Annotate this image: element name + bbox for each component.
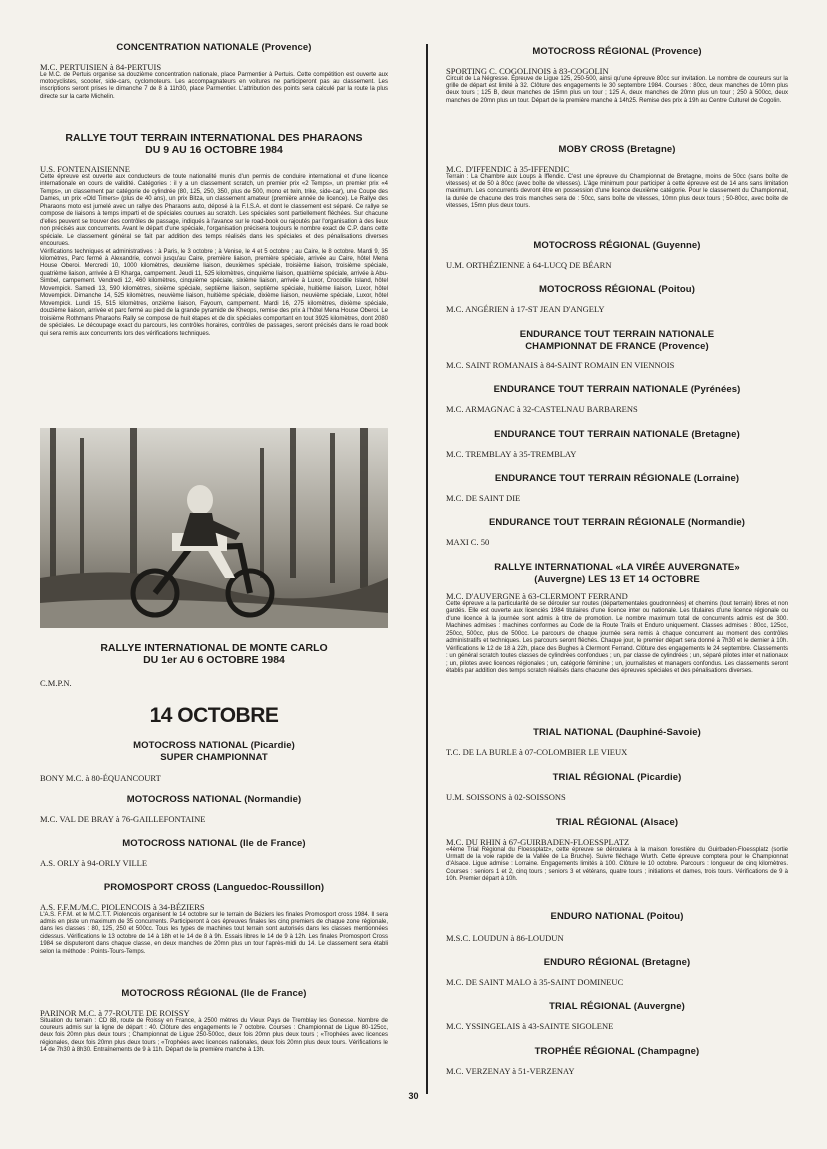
- event-enduro-poitou: [446, 911, 788, 943]
- event-dates: DU 9 AU 16 OCTOBRE 1984: [145, 144, 283, 156]
- column-divider: [426, 44, 428, 1094]
- event-organizer: M.C. VAL DE BRAY à 76-GAILLEFONTAINE: [40, 813, 206, 824]
- event-title: TRIAL RÉGIONAL (Auvergne): [549, 1001, 685, 1012]
- event-organizer: M.C. D'IFFENDIC à 35-IFFENDIC: [446, 163, 570, 174]
- event-organizer: C.M.P.N.: [40, 678, 72, 688]
- event-organizer: A.S. F.F.M./M.C. PIOLENCOIS à 34-BÉZIERS: [40, 901, 205, 912]
- event-title: ENDURO RÉGIONAL (Bretagne): [543, 957, 691, 968]
- event-organizer: MAXI C. 50: [446, 536, 490, 547]
- event-title: MOTOCROSS NATIONAL (Normandie): [126, 794, 302, 805]
- event-organizer: BONY M.C. à 80-ÉQUANCOURT: [40, 773, 161, 783]
- event-trial-dauphine: [446, 727, 788, 757]
- event-organizer: U.M. ORTHÉZIENNE à 64-LUCQ DE BÉARN: [446, 259, 612, 270]
- event-title: MOTOCROSS RÉGIONAL (Guyenne): [533, 240, 701, 251]
- event-description: Le M.C. de Pertuis organise sa douzième concentration nationale, place Parmentier à Pertuis. Cette compétition est ouverte aux motocyclistes, scooter, side-cars, cyclomoteurs. Les accompagnateurs en voitures ne participeront pas au classement. Les inscriptions seront prises le dimanche 7 de 8 à 11h30, place Parmentier. L'attribution des points sera calculé par la route la plus directe sur la carte Michelin.: [40, 71, 388, 100]
- event-description: Terrain : La Chambre aux Loups à Iffendic. C'est une épreuve du Championnat de Bretagne, moins de 50cc (sans boîte de vitesses) et de 50 à 80cc (avec boîte de vitesses). L'âge minimum pour participer à cette épreuve est de 14 ans sans limitation maximum. Les concurrents devront être en possession d'une licence deuxième catégorie. Pour le classement du Championnat, la durée de chacune des trois manches sera de : 50cc, sans boîte de vitesses, 10mn plus deux tours ; 50-80cc, avec boîte de vitesses, 15mn plus deux tours.: [446, 173, 788, 210]
- event-enduro-bretagne: [446, 957, 788, 987]
- event-promosport-cross: [40, 882, 388, 956]
- event-endurance-normandie: [446, 517, 788, 547]
- event-title: TRIAL RÉGIONAL (Picardie): [552, 772, 682, 783]
- event-organizer: M.C. TREMBLAY à 35-TREMBLAY: [446, 448, 577, 459]
- event-trial-alsace: [446, 817, 788, 884]
- event-concentration-provence: [40, 42, 388, 101]
- event-organizer: M.C. ANGÉRIEN à 17-ST JEAN D'ANGELY: [446, 303, 605, 314]
- event-title: MOBY CROSS (Bretagne): [558, 144, 676, 155]
- event-description: Circuit de La Négresse. Épreuve de Ligue 125, 250-500, ainsi qu'une épreuve 80cc sur invitation. Le nombre de coureurs sur la grille de départ est limité à 32. Clôture des engagements le 30 septembre 1984. Courses : 80cc, deux manches de 10mn plus deux tours ; 125 B, deux manches de 15mn plus un tour ; 125 A, deux manches de 20mn plus un tour ; 250 à 500cc, deux manches de 20mn plus un tour. Départ de la première manche à 14h25. Remise des prix à 19h au Centre Culturel de Cogolin.: [446, 75, 788, 104]
- event-motocross-guyenne: [446, 240, 788, 270]
- event-title: ENDURANCE TOUT TERRAIN NATIONALE (Bretagne): [494, 429, 740, 440]
- event-trial-auvergne: [446, 1001, 788, 1031]
- event-organizer: M.C. DE SAINT MALO à 35-SAINT DOMINEUC: [446, 976, 624, 987]
- event-motocross-picardie: [40, 740, 388, 783]
- event-title: ENDURO NATIONAL (Poitou): [550, 911, 684, 922]
- event-trophee-champagne: [446, 1046, 788, 1076]
- event-title: TRIAL RÉGIONAL (Alsace): [555, 817, 679, 828]
- event-motocross-poitou: [446, 284, 788, 314]
- page-number: 30: [408, 1091, 419, 1101]
- event-subtitle: SUPER CHAMPIONNAT: [160, 751, 268, 763]
- event-title: ENDURANCE TOUT TERRAIN RÉGIONALE (Normandie): [489, 517, 745, 528]
- event-endurance-bretagne: [446, 429, 788, 459]
- event-rallye-pharaons: [40, 132, 388, 338]
- motocross-rider-photo: [40, 428, 388, 628]
- event-moby-cross: [446, 144, 788, 211]
- event-title: RALLYE INTERNATIONAL «LA VIRÉE AUVERGNATE»: [494, 562, 740, 573]
- event-title: MOTOCROSS RÉGIONAL (Provence): [532, 46, 702, 57]
- event-organizer: A.S. ORLY à 94-ORLY VILLE: [40, 857, 148, 868]
- event-organizer: M.C. PERTUISIEN à 84-PERTUIS: [40, 61, 162, 72]
- event-title: RALLYE INTERNATIONAL DE MONTE CARLO: [100, 642, 328, 654]
- event-title: MOTOCROSS NATIONAL (Picardie): [133, 740, 295, 751]
- event-description: «4ème Trial Régional du Floessplatz», cette épreuve se déroulera à la maison forestière du Guirbaden-Floessplatz (sortie Urmatt de la voie rapide de la Vallée de La Bruche). Suivre fléchage Wurth. Cette épreuve comptera pour le Championnat d'Alsace. Ligue admise : Lorraine. Engagements limités à 100. Clôture le 10 octobre. Parcours : longueur de cinq kilomètres. Courses : seniors 1 et 2, cinq tours ; seniors 3 et vétérans, quatre tours ; initiations et dames, trois tours. Vérifications de 9 à 10h. Premier départ à 10h.: [446, 846, 788, 883]
- event-description: Situation du terrain : CD 88, route de Roissy en France, à 2500 mètres du Vieux Pays de Tremblay les Gonesse. Nombre de coureurs admis sur la ligne de départ : 40. Clôture des engagements le 7 octobre. Courses : Championnat de Ligue 80-125cc, deux fois 20mn plus deux tours ; Championnat de Ligue 250-500cc, deux fois 20mn plus deux tours ; «Trophées avec licences régionales, deux fois 20mn plus deux tours ; «Trophées avec licences nationales, deux fois 20mn plus deux tours. Vérifications le 14 de 7h30 à 8h30. Entraînements de 9 à 11h. Départ de la première manche à 13h.: [40, 1017, 388, 1054]
- event-title: ENDURANCE TOUT TERRAIN RÉGIONALE (Lorraine): [494, 473, 740, 484]
- event-motocross-normandie: [40, 794, 388, 824]
- event-organizer: SPORTING C. COGOLINOIS à 83-COGOLIN: [446, 65, 609, 76]
- event-organizer: M.C. ARMAGNAC à 32-CASTELNAU BARBARENS: [446, 403, 638, 414]
- event-title: RALLYE TOUT TERRAIN INTERNATIONAL DES PHARAONS: [65, 132, 363, 144]
- event-organizer: T.C. DE LA BURLE à 07-COLOMBIER LE VIEUX: [446, 746, 628, 757]
- event-title: TROPHÉE RÉGIONAL (Champagne): [534, 1046, 700, 1057]
- event-motocross-regional-idf: [40, 988, 388, 1055]
- event-title: CONCENTRATION NATIONALE (Provence): [116, 42, 312, 53]
- photo-illustration: [40, 428, 388, 628]
- event-description: Cette épreuve a la particularité de se dérouler sur routes (départementales goudronnées) et chemins (tout terrain) libres et non gardés. Elle est ouverte aux licenciés 1984 titulaires d'une licence inter ou nationale. Les titulaires d'une licence régionale ou d'une licence à la journée sont admis à titre de promotion. Le nombre maximum total de concurrents admis est de 300. Machines admises : machines conformes au Code de la Route Trails et Enduro uniquement. Classes admises : 80cc, 125cc, 250cc, 500cc, plus de 500cc. Le parcours de chaque journée sera remis à chaque concurrent au moment des contrôles administratifs et techniques. Les parcours seront fléchés. Chaque jour, le premier départ sera donné à 7h30 et le dernier à 10h. Vérifications le 12 de 18 à 22h, place des Bughes à Clermont Ferrand. Clôture des engagements le 24 septembre. Classements : un général scratch toutes classes de cylindrées confondues ; un, par classe de cylindrées ; un, séparé pilotes inter et nationaux ; un, pilotes avec licences régionales ; un, catégorie féminine ; un, journalistes et managers confondus. Les classements seront établis par addition des temps scratch réalisés dans chacune des épreuves spéciales et des pénalisations diverses.: [446, 601, 788, 675]
- event-trial-picardie: [446, 772, 788, 802]
- event-description: L'A.S. F.F.M. et le M.C.T.T. Piolencois organisent le 14 octobre sur le terrain de Béziers les finales Promosport cross 1984. Il sera admis en piste un maximum de 35 concurrents. Participeront à ces épreuves finales les cinq premiers de chaque zone régionale, dans les classes : 80, 125, 250 et 500cc. Tous les types de machines tout terrain sont autorisés dans les classes mentionnées cidessus. Vérifications le 13 octobre de 14 à 18h et le 14 de 8 à 9h. Essais libres le 14 de 9 à 12h. Les finales Promosport Cross 1984 se disputeront dans chaque classe, en deux manches de 20mn plus un tour l'après-midi du 14. Le classement sera établi selon la méthode : Points-Tours-Temps.: [40, 911, 388, 955]
- event-organizer: M.C. DE SAINT DIE: [446, 492, 521, 503]
- event-schedule: Vérifications techniques et administratives : à Paris, le 3 octobre ; à Venise, le 4 et 5 octobre ; au Caire, le 8 octobre. Mardi 9, 35 kilomètres, Parc fermé à Alexandrie, convoi jusqu'au Caire, première liaison, première spéciale, arrivée au Caire, hôtel Mena House Oberoi. Mercredi 10, 1000 kilomètres, deuxième liaison, deuxièmes spéciale, troisième liaison, troisième spéciale, quatrième liaison, arrivée à El Kharga, campement. Jeudi 11, 525 kilomètres, cinquième liaison, quatrième spéciale, arrivée à Abu-Simbel, campement. Vendredi 12, 460 kilomètres, cinquième spéciale, sixième liaison, arrivée à Luxor, Crocodile Island, hôtel Movempick. Samedi 13, 590 kilomètres, sixième spéciale, septième liaison, septième spéciale, huitième liaison, Luxor, hôtel Movempick. Dimanche 14, 525 kilomètres, neuvième liaison, huitième spéciale, dixième liaison, neuvième spéciale, Luxor, hôtel Movempick. Lundi 15, 515 kilomètres, onzième liaison, Fayoum, campement. Mardi 16, 275 kilomètres, dixième spéciale, douzième liaison, arrivée et parc fermé au pied de la grande pyramide de Kheops, remise des prix à l'hôtel Mena House Oberoi. Le troisième Rothmans Pharaohs Rally se compose de huit étapes et de dix spéciales comportant en tout 3925 kilomètres, dont 2080 de spéciales. Le découpage exact du parcours, les contrôles horaires, contrôles de passages, seront précisés dans le road book qui sera remis aux concurrents lors des vérifications techniques.: [40, 248, 389, 337]
- event-motocross-provence: [446, 46, 788, 105]
- event-title: MOTOCROSS RÉGIONAL (Ile de France): [121, 988, 307, 999]
- event-dates: DU 1er AU 6 OCTOBRE 1984: [143, 654, 285, 666]
- event-organizer: M.C. SAINT ROMANAIS à 84-SAINT ROMAIN EN VIENNOIS: [446, 360, 675, 370]
- event-organizer: M.S.C. LOUDUN à 86-LOUDUN: [446, 932, 564, 943]
- event-endurance-lorraine: [446, 473, 788, 503]
- event-organizer: M.C. YSSINGELAIS à 43-SAINTE SIGOLENE: [446, 1020, 614, 1031]
- event-title: PROMOSPORT CROSS (Languedoc-Roussillon): [103, 882, 325, 893]
- event-viree-auvergnate: [446, 562, 788, 676]
- event-title: TRIAL NATIONAL (Dauphiné-Savoie): [533, 727, 701, 738]
- event-rallye-monte-carlo: [40, 642, 388, 688]
- event-subtitle: CHAMPIONNAT DE FRANCE (Provence): [525, 340, 709, 352]
- event-motocross-ile-de-france: [40, 838, 388, 868]
- event-organizer: PARINOR M.C. à 77-ROUTE DE ROISSY: [40, 1007, 190, 1018]
- event-subtitle: (Auvergne) LES 13 ET 14 OCTOBRE: [534, 573, 700, 585]
- event-organizer: U.S. FONTENAISIENNE: [40, 164, 130, 174]
- event-title: MOTOCROSS RÉGIONAL (Poitou): [539, 284, 695, 295]
- date-heading: 14 OCTOBRE: [149, 704, 279, 727]
- event-description: Cette épreuve est ouverte aux conducteurs de toute nationalité munis d'un permis de conduire international et d'une licence internationale en cours de validité. Catégories : il y a un classement scratch, un premier prix «2 Temps», un premier prix «4 Temps», un classement par catégorie de cylindrée (80, 125, 250, 350, plus de 500, mono et twin, trike, side-car), une Coupe des Dames, un prix «Old Timers» (plus de 40 ans), un prix Bitza, un classement amateur (première année de licence). Le Rallye des Pharaons moto est jumelé avec un rallye des Pharaons auto, déposé à la F.I.S.A. et dont le classement est séparé. Ce rallye se compose de liaisons à temps imparti et de spéciales courues au scratch. Les spéciales sont partiellement fléchées. Sur chacune d'elles peuvent se trouver des contrôles de passage, indiqués à l'avance sur le road-book ou rajoutés par l'organisation à des lieux non précisés aux concurrents. Avant le départ d'une spéciale, l'organisation précisera toujours le nombre exact de C.P. dans cette spéciale. Le classement général se fait par addition des temps réalisés dans les spéciales et des pénalisations diverses encourues.: [40, 174, 388, 248]
- event-endurance-pyrenees: [446, 384, 788, 414]
- event-title: ENDURANCE TOUT TERRAIN NATIONALE: [519, 329, 715, 340]
- event-organizer: M.C. D'AUVERGNE à 63-CLERMONT FERRAND: [446, 591, 628, 601]
- event-endurance-provence: [446, 329, 788, 370]
- event-organizer: M.C. VERZENAY à 51-VERZENAY: [446, 1065, 575, 1076]
- event-organizer: U.M. SOISSONS à 02-SOISSONS: [446, 791, 566, 802]
- event-title: ENDURANCE TOUT TERRAIN NATIONALE (Pyrénées): [493, 384, 741, 395]
- event-organizer: M.C. DU RHIN à 67-GUIRBADEN-FLOESSPLATZ: [446, 836, 630, 847]
- event-title: MOTOCROSS NATIONAL (Ile de France): [122, 838, 306, 849]
